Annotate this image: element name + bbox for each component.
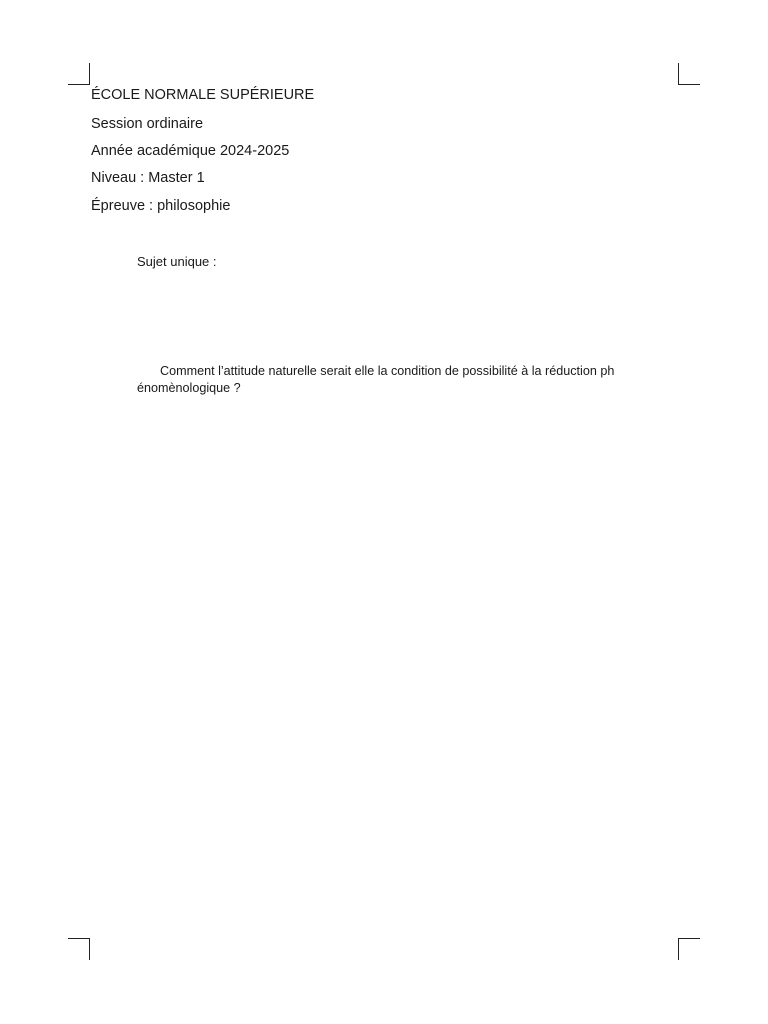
question-line-1 [137,363,677,380]
subject-label: Sujet unique : [137,254,217,269]
crop-mark-top-left [68,63,90,85]
crop-mark-top-right [678,63,700,85]
question-text [137,363,677,397]
level: Niveau : Master 1 [91,170,205,186]
crop-mark-bottom-right [678,938,700,960]
exam-subject: Épreuve : philosophie [91,198,231,214]
crop-mark-bottom-left [68,938,90,960]
session-type: Session ordinaire [91,116,204,132]
question-line-1-text: Comment l’attitude naturelle serait elle la condition de possibilité à la réduction ph [160,364,615,378]
academic-year: Année académique 2024-2025 [91,143,290,159]
question-line-2: énomènologique ? [137,381,241,395]
institution-name: ÉCOLE NORMALE SUPÉRIEURE [91,87,315,103]
